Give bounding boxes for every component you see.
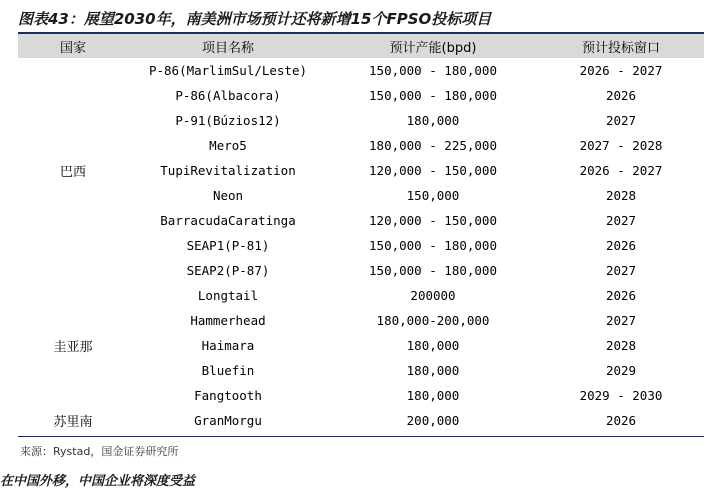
project-name-cell: Fangtooth <box>194 388 262 403</box>
bid-window-cell: 2027 <box>605 113 637 128</box>
table-row <box>18 58 704 83</box>
capacity-cell: 120,000 - 150,000 <box>369 163 497 178</box>
capacity-cell: 120,000 - 150,000 <box>369 213 497 228</box>
project-name-cell: P-91(Búzios12) <box>175 113 281 128</box>
bid-window-cell: 2028 <box>605 338 637 353</box>
bid-window-cell: 2026 - 2027 <box>579 63 663 78</box>
project-name-cell: TupiRevitalization <box>160 163 296 178</box>
bid-window-cell: 2026 <box>605 238 637 253</box>
fpso-projects-table <box>18 34 704 433</box>
table-header-row <box>18 34 704 58</box>
table-row <box>18 408 704 433</box>
capacity-cell: 150,000 - 180,000 <box>369 263 497 278</box>
figure-title: 图表43：展望2030年，南美洲市场预计还将新增15个FPSO投标项目 <box>18 10 492 28</box>
project-name-cell: P-86(MarlimSul/Leste) <box>148 63 308 78</box>
capacity-cell: 180,000 <box>406 388 460 403</box>
bid-window-cell: 2026 <box>605 288 637 303</box>
bid-window-cell: 2027 <box>605 263 637 278</box>
bid-window-cell: 2028 <box>605 188 637 203</box>
capacity-cell: 200000 <box>410 288 456 303</box>
country-cell: 巴西 <box>59 165 86 180</box>
project-name-cell: Hammerhead <box>190 313 266 328</box>
capacity-cell: 180,000 <box>406 363 460 378</box>
project-name-cell: P-86(Albacora) <box>175 88 281 103</box>
source-note: 来源：Rystad，国金证券研究所 <box>20 445 179 458</box>
bid-window-cell: 2027 <box>605 313 637 328</box>
capacity-cell: 150,000 - 180,000 <box>369 63 497 78</box>
header-country: 国家 <box>18 34 128 58</box>
capacity-cell: 150,000 - 180,000 <box>369 88 497 103</box>
bid-window-cell: 2027 <box>605 213 637 228</box>
bid-window-cell: 2029 - 2030 <box>579 388 663 403</box>
next-section-heading: 在中国外移，中国企业将深度受益 <box>0 474 196 489</box>
header-capacity: 预计产能(bpd) <box>328 34 538 58</box>
capacity-cell: 200,000 <box>406 413 460 428</box>
country-cell: 苏里南 <box>53 415 93 430</box>
project-name-cell: Bluefin <box>201 363 255 378</box>
bid-window-cell: 2027 - 2028 <box>579 138 663 153</box>
capacity-cell: 150,000 <box>406 188 460 203</box>
project-name-cell: Longtail <box>197 288 259 303</box>
capacity-cell: 180,000 <box>406 338 460 353</box>
table-bottom-rule <box>18 436 704 437</box>
project-name-cell: BarracudaCaratinga <box>160 213 296 228</box>
project-name-cell: SEAP2(P-87) <box>186 263 270 278</box>
header-bid-window: 预计投标窗口 <box>538 34 704 58</box>
project-name-cell: Haimara <box>201 338 255 353</box>
capacity-cell: 150,000 - 180,000 <box>369 238 497 253</box>
header-project-name: 项目名称 <box>128 34 328 58</box>
capacity-cell: 180,000 <box>406 113 460 128</box>
project-name-cell: SEAP1(P-81) <box>186 238 270 253</box>
bid-window-cell: 2026 <box>605 413 637 428</box>
project-name-cell: Neon <box>212 188 244 203</box>
country-cell: 圭亚那 <box>53 340 93 355</box>
capacity-cell: 180,000 - 225,000 <box>369 138 497 153</box>
project-name-cell: Mero5 <box>209 138 247 153</box>
bid-window-cell: 2029 <box>605 363 637 378</box>
bid-window-cell: 2026 <box>605 88 637 103</box>
capacity-cell: 180,000-200,000 <box>376 313 490 328</box>
bid-window-cell: 2026 - 2027 <box>579 163 663 178</box>
project-name-cell: GranMorgu <box>194 413 262 428</box>
table-row <box>18 283 704 308</box>
